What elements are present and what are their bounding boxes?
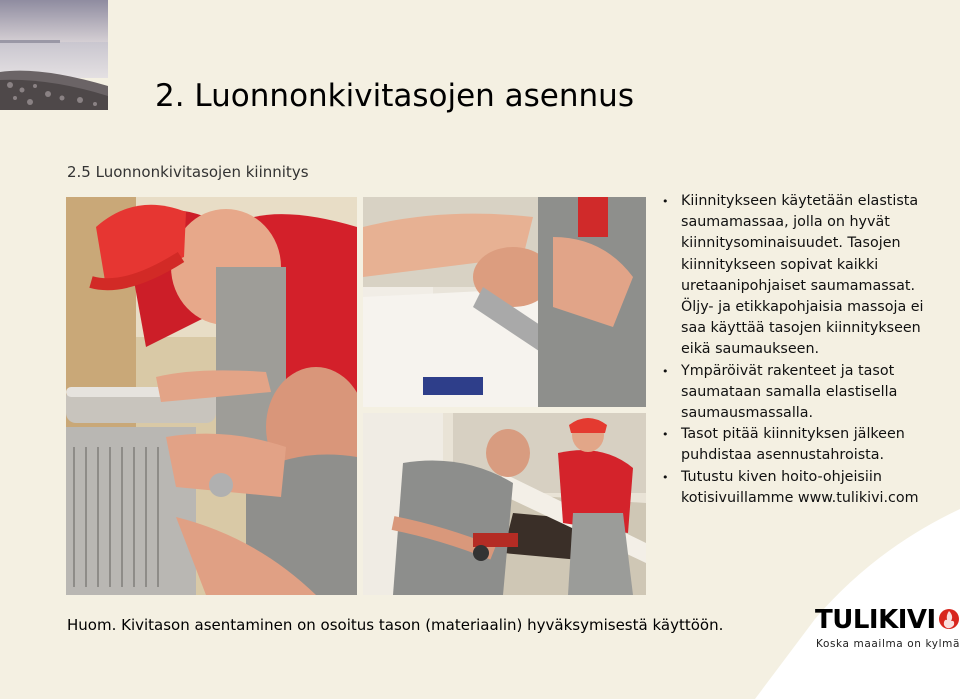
corner-photo [0, 0, 108, 110]
footer-note: Huom. Kivitason asentaminen on osoitus tason (materiaalin) hyväksymisestä käyttöön. [67, 616, 724, 634]
bullet-item: • Ympäröivät rakenteet ja tasot saumataan samalla elastisella saumausmassalla. [660, 361, 950, 425]
bullet-list [660, 191, 950, 509]
logo-tagline: Koska maailma on kylmä [816, 638, 960, 650]
photo-collage [66, 197, 646, 595]
photo-hands-adjusting [363, 197, 646, 407]
section-subtitle: 2.5 Luonnonkivitasojen kiinnitys [67, 163, 309, 181]
bullet-item: • Kiinnitykseen käytetään elastista saumamassaa, jolla on hyvät kiinnitysominaisuudet. Tasojen kiinnitykseen sopivat kaikki uretaanipohjaiset saumamassat. Öljy- ja etikkapohjaisia massoja ei saa käyttää tasojen kiinnitykseen eikä saumaukseen. [660, 191, 950, 361]
bullet-item: • Tasot pitää kiinnityksen jälkeen puhdistaa asennustahroista. [660, 424, 950, 466]
photo-sealant-gun [363, 413, 646, 595]
page-title: 2. Luonnonkivitasojen asennus [155, 78, 634, 114]
photo-workers-installing [66, 197, 357, 595]
tulikivi-logo [812, 604, 960, 660]
logo-wordmark: TULIKIVI [815, 605, 936, 635]
flame-icon [938, 607, 960, 631]
bullet-item: • Tutustu kiven hoito-ohjeisiin kotisivuillamme www.tulikivi.com [660, 467, 950, 509]
